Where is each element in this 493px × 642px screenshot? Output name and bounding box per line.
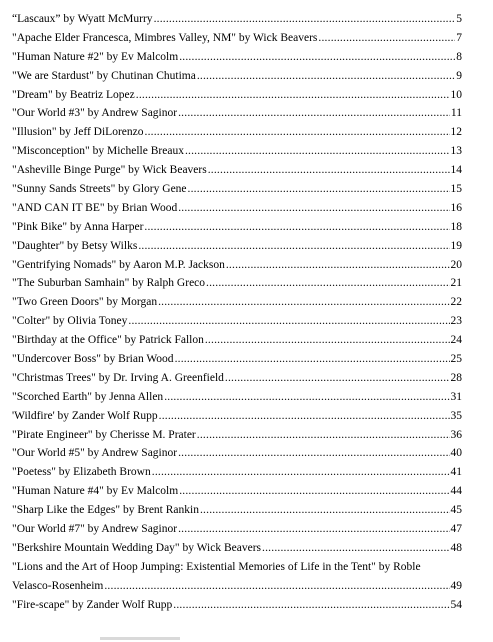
dot-leader xyxy=(178,199,449,218)
toc-entry-title: "Sunny Sands Streets" by Glory Gene xyxy=(12,183,187,196)
toc-entry-page: 40 xyxy=(450,447,462,460)
toc-entry-page: 15 xyxy=(450,183,462,196)
toc-entry xyxy=(12,426,462,445)
toc-entry-title: "Human Nature #2" by Ev Malcolm xyxy=(12,50,179,63)
dot-leader xyxy=(164,388,449,407)
toc-entry xyxy=(12,104,462,123)
toc-entry xyxy=(12,67,462,86)
toc-entry xyxy=(12,218,462,237)
toc-entry xyxy=(12,237,462,256)
toc-entry-page: 44 xyxy=(450,485,462,498)
toc-entry-title: "Human Nature #4" by Ev Malcolm xyxy=(12,485,179,498)
dot-leader xyxy=(178,520,449,539)
toc-entry-page: 18 xyxy=(450,220,462,233)
toc-entry-page: 36 xyxy=(450,428,462,441)
toc-entry-page: 19 xyxy=(450,239,462,252)
toc-entry-title: "Daughter" by Betsy Wilks xyxy=(12,239,138,252)
toc-entry xyxy=(12,539,462,558)
toc-entry xyxy=(12,520,462,539)
toc-entry-title: 'Wildfire' by Zander Wolf Rupp xyxy=(12,409,158,422)
dot-leader xyxy=(226,256,450,275)
dot-leader xyxy=(185,142,450,161)
toc-entry-title: "Fire-scape" by Zander Wolf Rupp xyxy=(12,598,173,611)
toc-entry xyxy=(12,180,462,199)
toc-entry xyxy=(12,29,462,48)
dot-leader xyxy=(179,48,455,67)
toc-entry-page: 35 xyxy=(450,409,462,422)
dot-leader xyxy=(136,86,450,105)
toc-entry-page: 31 xyxy=(450,390,462,403)
toc-entry-page: 21 xyxy=(450,277,462,290)
toc-entry xyxy=(12,48,462,67)
dot-leader xyxy=(206,274,449,293)
toc-entry xyxy=(12,142,462,161)
toc-entry-page: 25 xyxy=(450,353,462,366)
toc-entry xyxy=(12,463,462,482)
dot-leader xyxy=(208,161,450,180)
toc-entry-page: 24 xyxy=(450,334,462,347)
toc-entry-title: "Dream" by Beatriz Lopez xyxy=(12,88,135,101)
dot-leader xyxy=(318,29,455,48)
dot-leader xyxy=(104,577,449,596)
toc-entry xyxy=(12,199,462,218)
toc-entry-title: "We are Stardust" by Chutinan Chutima xyxy=(12,69,196,82)
toc-entry-title: “Lascaux” by Wyatt McMurry xyxy=(12,13,153,25)
toc-entry-title: "Our World #3" by Andrew Saginor xyxy=(12,107,178,120)
toc-entry-page: 48 xyxy=(450,541,462,554)
dot-leader xyxy=(173,596,449,615)
toc-entry xyxy=(12,123,462,142)
toc-entry-title: "Our World #7" by Andrew Saginor xyxy=(12,523,178,536)
toc-entry xyxy=(12,293,462,312)
dot-leader xyxy=(159,407,450,426)
dot-leader xyxy=(205,331,450,350)
toc-entry xyxy=(12,10,462,29)
toc-entry-page: 54 xyxy=(450,598,462,611)
toc-entry-title: "Asheville Binge Purge" by Wick Beavers xyxy=(12,164,207,177)
toc-entry-title: "AND CAN IT BE" by Brian Wood xyxy=(12,201,178,214)
dot-leader xyxy=(128,312,449,331)
toc-entry-title: "Berkshire Mountain Wedding Day" by Wick Beavers xyxy=(12,541,262,554)
toc-entry-title: "Lions and the Art of Hoop Jumping: Existential Memories of Life in the Tent" by Roble xyxy=(12,560,421,573)
toc-entry-title: "The Suburban Samhain" by Ralph Greco xyxy=(12,277,206,290)
toc-entry xyxy=(12,596,462,615)
dot-leader xyxy=(179,482,449,501)
toc-entry-title-continued: Velasco-Rosenheim xyxy=(12,579,104,592)
toc-entry-title: "Scorched Earth" by Jenna Allen xyxy=(12,390,164,403)
toc-entry-page: 12 xyxy=(450,126,462,139)
toc-entry-page: 8 xyxy=(456,50,462,63)
toc-entry-page: 13 xyxy=(450,145,462,158)
toc-entry-page: 28 xyxy=(450,371,462,384)
dot-leader xyxy=(145,123,450,142)
toc-entry-page: 20 xyxy=(450,258,462,271)
toc-entry-title: "Pink Bike" by Anna Harper xyxy=(12,220,144,233)
dot-leader xyxy=(175,350,450,369)
dot-leader xyxy=(178,444,449,463)
toc-entry xyxy=(12,312,462,331)
toc-entry-page: 16 xyxy=(450,201,462,214)
dot-leader xyxy=(225,369,450,388)
toc-entry-page: 5 xyxy=(456,13,462,25)
toc-entry xyxy=(12,369,462,388)
toc-entry-page: 11 xyxy=(450,107,462,120)
toc-entry-title: "Our World #5" by Andrew Saginor xyxy=(12,447,178,460)
toc-entry xyxy=(12,256,462,275)
toc-entry-page: 41 xyxy=(450,466,462,479)
toc-entry xyxy=(12,350,462,369)
toc-entry xyxy=(12,388,462,407)
dot-leader xyxy=(200,501,450,520)
dot-leader xyxy=(262,539,449,558)
toc-entry-title: "Apache Elder Francesca, Mimbres Valley, NM" by Wick Beavers xyxy=(12,31,318,44)
dot-leader xyxy=(188,180,450,199)
toc-entry xyxy=(12,86,462,105)
dot-leader xyxy=(138,237,449,256)
toc-entry xyxy=(12,501,462,520)
toc-entry-title: "Sharp Like the Edges" by Brent Rankin xyxy=(12,504,199,517)
dot-leader xyxy=(144,218,449,237)
toc-entry-page: 22 xyxy=(450,296,462,309)
table-of-contents xyxy=(12,10,462,615)
dot-leader xyxy=(158,293,449,312)
toc-entry-title: "Illusion" by Jeff DiLorenzo xyxy=(12,126,144,139)
toc-entry xyxy=(12,331,462,350)
toc-entry-title: "Pirate Engineer" by Cherisse M. Prater xyxy=(12,428,196,441)
toc-entry-title: "Birthday at the Office" by Patrick Fallon xyxy=(12,334,204,347)
dot-leader xyxy=(152,463,450,482)
toc-entry-title: "Poetess" by Elizabeth Brown xyxy=(12,466,151,479)
toc-entry-page: 9 xyxy=(456,69,462,82)
dot-leader xyxy=(197,67,455,86)
toc-entry xyxy=(12,482,462,501)
toc-entry-page: 47 xyxy=(450,523,462,536)
toc-entry-title: "Christmas Trees" by Dr. Irving A. Greenfield xyxy=(12,371,224,384)
toc-entry-title: "Colter" by Olivia Toney xyxy=(12,315,128,328)
toc-entry-title: "Undercover Boss" by Brian Wood xyxy=(12,353,174,366)
toc-entry xyxy=(12,444,462,463)
dot-leader xyxy=(197,426,450,445)
toc-entry-page: 49 xyxy=(450,579,462,592)
toc-entry-title: "Two Green Doors" by Morgan xyxy=(12,296,158,309)
toc-entry xyxy=(12,274,462,293)
toc-entry-title: "Gentrifying Nomads" by Aaron M.P. Jackson xyxy=(12,258,225,271)
toc-entries xyxy=(12,10,462,558)
dot-leader xyxy=(154,10,456,29)
toc-entry-page: 7 xyxy=(456,31,462,44)
cut-off-next-line xyxy=(100,628,180,642)
toc-entry xyxy=(12,558,462,596)
toc-entry xyxy=(12,407,462,426)
toc-entry-page: 14 xyxy=(450,164,462,177)
toc-entry xyxy=(12,161,462,180)
dot-leader xyxy=(178,104,450,123)
toc-entry-page: 45 xyxy=(450,504,462,517)
toc-entry-page: 10 xyxy=(450,88,462,101)
toc-entry-page: 23 xyxy=(450,315,462,328)
toc-entry-title: "Misconception" by Michelle Breaux xyxy=(12,145,184,158)
